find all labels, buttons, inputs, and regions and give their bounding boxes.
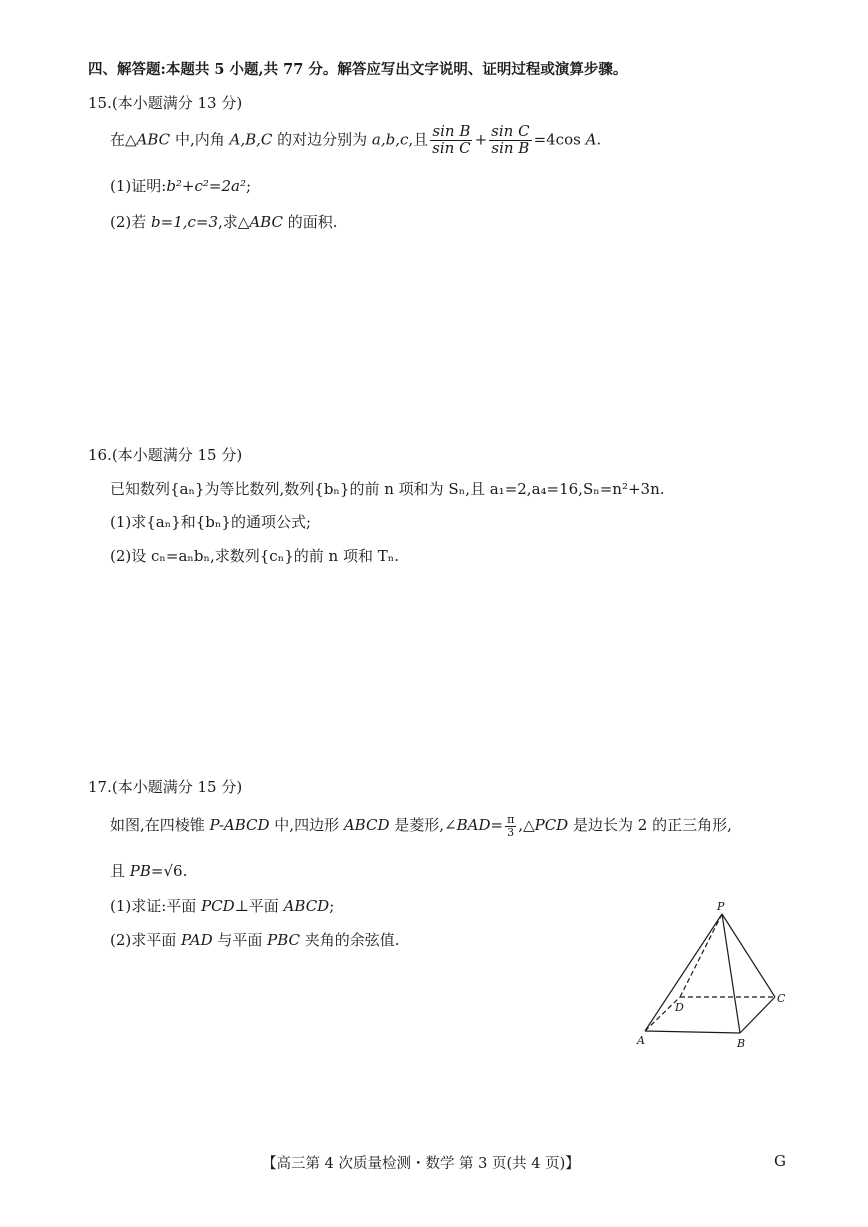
fraction-numerator: π — [507, 813, 515, 826]
edge-pc — [722, 914, 775, 997]
part-math: b²+c²=2a² — [166, 177, 246, 195]
problem-17-part-2 — [110, 929, 400, 950]
fraction-denominator: 3 — [507, 825, 515, 839]
vertex-label-a: A — [637, 1034, 645, 1047]
stem-text: . — [182, 862, 188, 880]
stem-var: A — [585, 130, 597, 149]
stem-text: ,△ — [518, 816, 535, 835]
stem-var: P-ABCD — [209, 816, 270, 835]
vertex-label-c: C — [777, 992, 786, 1005]
page-footer: 【高三第 4 次质量检测・数学 第 3 页(共 4 页)】 — [262, 1156, 580, 1172]
stem-text: 中,四边形 — [269, 816, 344, 835]
part-text: 的面积. — [282, 213, 338, 231]
fraction-numerator: sin B — [432, 122, 471, 140]
problem-number: 17. — [88, 778, 112, 796]
problem-16-part-1: (1)求{aₙ}和{bₙ}的通项公式; — [110, 513, 311, 531]
part-var: ABC — [249, 213, 283, 231]
problem-points: (本小题满分 15 分) — [111, 778, 243, 796]
stem-text: ,且 — [408, 130, 429, 149]
vertex-label-d: D — [675, 1001, 684, 1014]
problem-15-part-1 — [110, 175, 251, 196]
part-text: ; — [245, 177, 252, 195]
problem-points: (本小题满分 15 分) — [111, 446, 243, 464]
part-text: ,求△ — [218, 213, 250, 231]
stem-text: . — [596, 130, 602, 149]
part-label: (1)求证:平面 — [110, 897, 202, 915]
stem-text: 是边长为 2 的正三角形, — [568, 816, 732, 835]
part-var: PBC — [267, 931, 301, 949]
fraction-sinc-sinb — [489, 124, 531, 157]
problem-16-stem: 已知数列{aₙ}为等比数列,数列{bₙ}的前 n 项和为 Sₙ,且 a₁=2,a₄=16,Sₙ=n²+3n. — [110, 480, 665, 498]
part-label: (1)证明: — [110, 177, 167, 195]
fraction-numerator: sin C — [491, 122, 530, 140]
problem-number: 16. — [88, 446, 112, 464]
problem-16-part-2: (2)设 cₙ=aₙbₙ,求数列{cₙ}的前 n 项和 Tₙ. — [110, 547, 399, 565]
fraction-denominator: sin B — [491, 138, 530, 157]
fraction-pi-over-3 — [505, 814, 516, 838]
problem-number: 15. — [88, 94, 112, 112]
stem-text: 且 — [110, 862, 130, 880]
page-code: G — [774, 1152, 786, 1170]
section-header: 四、解答题:本题共 5 小题,共 77 分。解答应写出文字说明、证明过程或演算步骤。 — [88, 61, 628, 78]
stem-text: 如图,在四棱锥 — [110, 816, 210, 835]
stem-var: BAD — [456, 816, 491, 835]
part-math: b=1,c=3 — [151, 213, 219, 231]
vertex-label-b: B — [737, 1037, 746, 1050]
problem-15-stem — [110, 124, 601, 157]
edge-bc — [740, 997, 775, 1033]
fraction-denominator: sin C — [432, 138, 471, 157]
vertex-label-p: P — [717, 900, 725, 913]
stem-var: A,B,C — [229, 130, 273, 149]
problem-15-header — [88, 92, 242, 113]
fraction-sinb-sinc — [430, 124, 472, 157]
stem-var: PB — [129, 862, 151, 880]
stem-text: = — [490, 816, 504, 835]
edge-pb — [722, 914, 740, 1033]
problem-17-stem — [110, 814, 732, 838]
problem-17-part-1 — [110, 895, 334, 916]
stem-var: a,b,c — [371, 130, 409, 149]
problem-17-header — [88, 776, 242, 797]
stem-text: 中,内角 — [170, 130, 230, 149]
part-text: ; — [329, 897, 335, 915]
problem-17-stem-2 — [110, 860, 187, 881]
stem-text: =4cos — [533, 130, 586, 149]
part-var: ABCD — [283, 897, 330, 915]
part-text: 与平面 — [212, 931, 268, 949]
part-label: (2)若 — [110, 213, 152, 231]
pyramid-figure — [625, 898, 795, 1058]
edge-ab — [645, 1031, 740, 1033]
edge-pd — [680, 914, 722, 997]
stem-text: 是菱形,∠ — [389, 816, 457, 835]
problem-15-part-2 — [110, 211, 338, 232]
plus-sign: + — [474, 130, 488, 149]
stem-var: PCD — [534, 816, 569, 835]
part-text: 夹角的余弦值. — [300, 931, 400, 949]
part-var: PCD — [201, 897, 235, 915]
part-label: (2)求平面 — [110, 931, 182, 949]
part-text: ⊥平面 — [234, 897, 284, 915]
stem-var: ABC — [136, 130, 171, 149]
part-var: PAD — [181, 931, 213, 949]
problem-16-header — [88, 444, 242, 465]
stem-var: ABCD — [343, 816, 390, 835]
problem-points: (本小题满分 13 分) — [111, 94, 243, 112]
stem-text: 的对边分别为 — [272, 130, 372, 149]
stem-text: 在△ — [110, 130, 137, 149]
stem-text: =√6 — [150, 862, 183, 880]
